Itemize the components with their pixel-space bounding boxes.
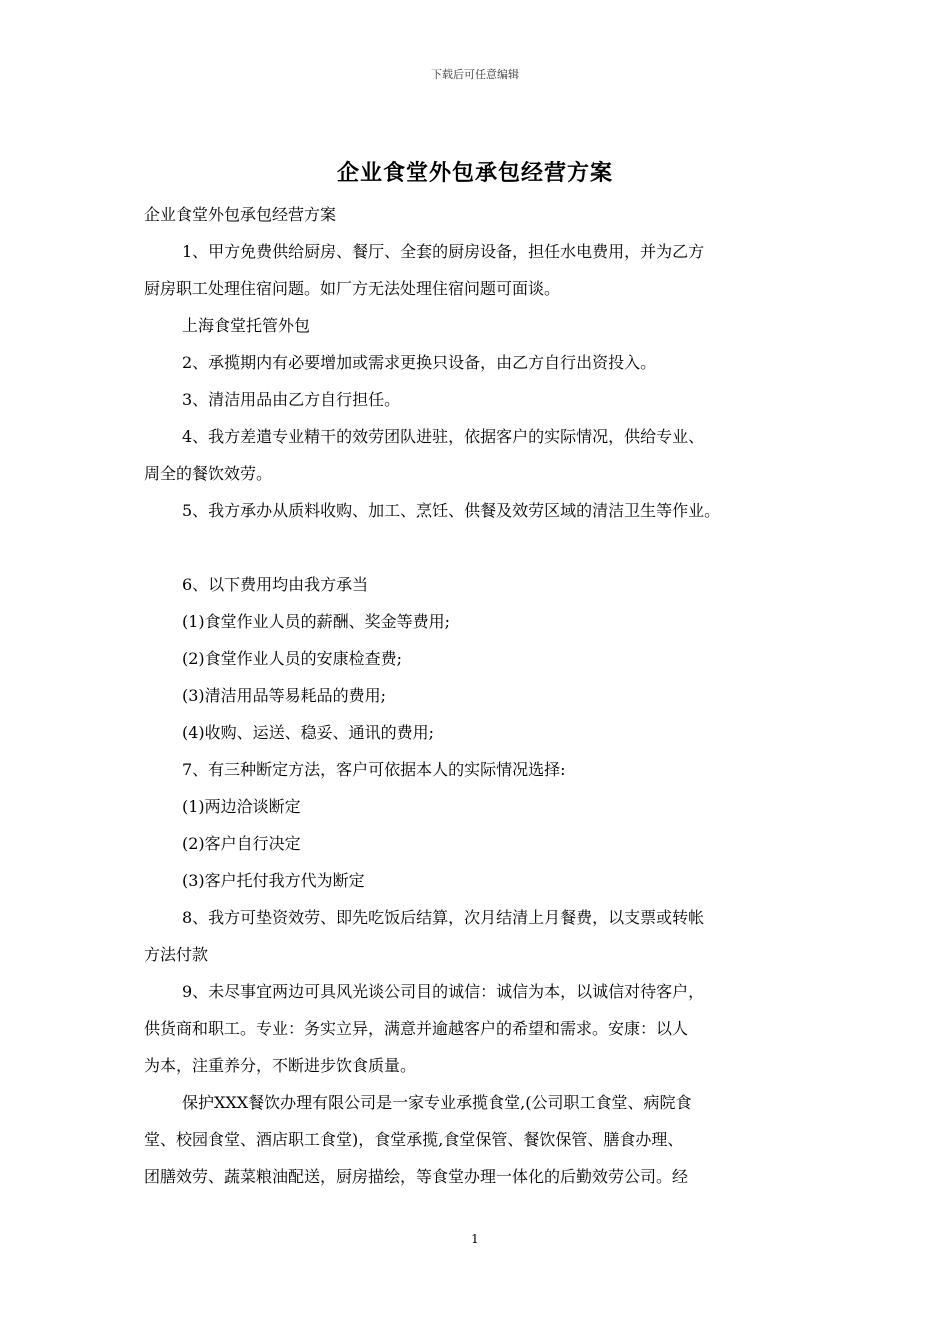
paragraph-line: (1)食堂作业人员的薪酬、奖金等费用;	[182, 612, 451, 631]
paragraph-line: 团膳效劳、蔬菜粮油配送，厨房描绘，等食堂办理一体化的后勤效劳公司。经	[144, 1167, 689, 1186]
paragraph-line: 厨房职工处理住宿问题。如厂方无法处理住宿问题可面谈。	[144, 279, 561, 298]
paragraph-line: (1)两边洽谈断定	[182, 797, 301, 816]
paragraph-line: 9、未尽事宜两边可具风光谈公司目的诚信：诚信为本，以诚信对待客户，	[182, 982, 705, 1001]
paragraph-line: (3)清洁用品等易耗品的费用;	[182, 686, 387, 705]
paragraph-line: 方法付款	[144, 945, 209, 964]
document-title: 企业食堂外包承包经营方案	[336, 160, 613, 186]
blank-line	[144, 529, 824, 566]
page-header: 下载后可任意编辑	[431, 68, 519, 81]
paragraph-line: 2、承揽期内有必要增加或需求更换只设备，由乙方自行出资投入。	[182, 353, 657, 372]
paragraph-line: 7、有三种断定方法，客户可依据本人的实际情况选择:	[182, 760, 566, 779]
paragraph-line: (2)食堂作业人员的安康检查费;	[182, 649, 403, 668]
paragraph-line: 8、我方可垫资效劳、即先吃饭后结算，次月结清上月餐费，以支票或转帐	[182, 908, 705, 927]
paragraph-line: 5、我方承办从质料收购、加工、烹饪、供餐及效劳区域的清洁卫生等作业。	[182, 501, 721, 520]
paragraph-line: 3、清洁用品由乙方自行担任。	[182, 390, 401, 409]
paragraph-line: 企业食堂外包承包经营方案	[144, 205, 337, 224]
paragraph-line: 上海食堂托管外包	[182, 316, 311, 335]
paragraph-line: 周全的餐饮效劳。	[144, 464, 273, 483]
paragraph-line: 1、甲方免费供给厨房、餐厅、全套的厨房设备，担任水电费用，并为乙方	[182, 242, 705, 261]
paragraph-line: 4、我方差遣专业精干的效劳团队进驻，依据客户的实际情况，供给专业、	[182, 427, 705, 446]
page-number: 1	[471, 1232, 479, 1246]
document-body	[144, 196, 824, 1195]
paragraph-line: 保护XXX餐饮办理有限公司是一家专业承揽食堂,(公司职工食堂、病院食	[182, 1093, 692, 1112]
paragraph-line: 供货商和职工。专业：务实立异，满意并逾越客户的希望和需求。安康：以人	[144, 1019, 689, 1038]
paragraph-line: (4)收购、运送、稳妥、通讯的费用;	[182, 723, 435, 742]
paragraph-line: 为本，注重养分，不断进步饮食质量。	[144, 1056, 417, 1075]
paragraph-line: 堂、校园食堂、酒店职工食堂)，食堂承揽,食堂保管、餐饮保管、膳食办理、	[144, 1130, 684, 1149]
paragraph-line: (3)客户托付我方代为断定	[182, 871, 365, 890]
paragraph-line: (2)客户自行决定	[182, 834, 301, 853]
paragraph-line: 6、以下费用均由我方承当	[182, 575, 369, 594]
